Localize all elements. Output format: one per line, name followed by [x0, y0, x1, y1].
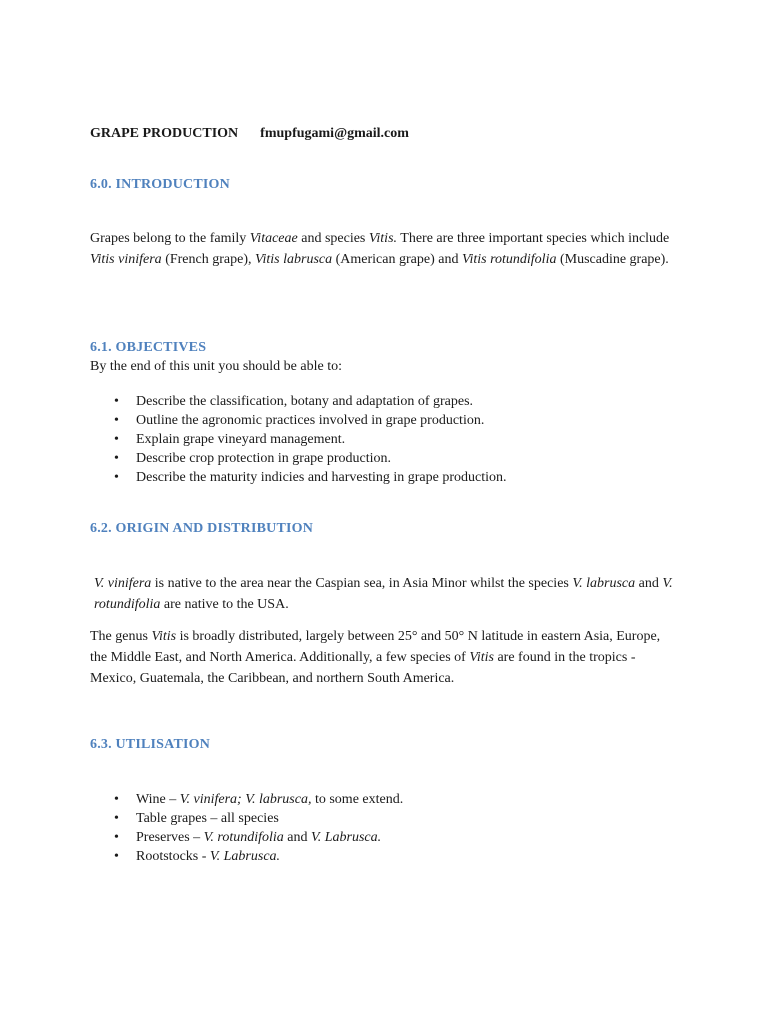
list-item: • Explain grape vineyard management.: [114, 432, 346, 447]
heading-objectives: 6.1. OBJECTIVES: [90, 340, 207, 355]
document-title: GRAPE PRODUCTION: [90, 126, 239, 141]
list-item: • Table grapes – all species: [114, 811, 279, 826]
list-item: • Outline the agronomic practices involved in grape production.: [114, 413, 485, 428]
document-header: [90, 123, 409, 144]
heading-introduction: 6.0. INTRODUCTION: [90, 177, 230, 192]
heading-origin: 6.2. ORIGIN AND DISTRIBUTION: [90, 521, 314, 536]
objectives-lead: By the end of this unit you should be able to:: [90, 359, 342, 374]
list-item: • Wine – V. vinifera; V. labrusca, to some extend.: [114, 792, 404, 807]
intro-paragraph: Grapes belong to the family Vitaceae and species Vitis. There are three important species which include Vitis vinifera (French grape), Vitis labrusca (American grape) and Vitis rotundifolia (Muscadine grape).: [90, 231, 670, 267]
utilisation-list: [90, 790, 680, 866]
origin-paragraph-2: The genus Vitis is broadly distributed, largely between 25° and 50° N latitude in eastern Asia, Europe, the Middle East, and North America. Additionally, a few species of Vitis are found in the tropics - Mexico, Guatemala, the Caribbean, and northern South America.: [90, 629, 661, 686]
author-email: fmupfugami@gmail.com: [260, 126, 409, 141]
origin-paragraph-1: V. vinifera is native to the area near the Caspian sea, in Asia Minor whilst the species V. labrusca and V. rotundifolia are native to the USA.: [94, 576, 673, 612]
list-item: • Rootstocks - V. Labrusca.: [114, 849, 281, 864]
list-item: • Describe the classification, botany and adaptation of grapes.: [114, 394, 474, 409]
list-item: • Describe crop protection in grape production.: [114, 451, 392, 466]
list-item: • Preserves – V. rotundifolia and V. Labrusca.: [114, 830, 382, 845]
heading-utilisation: 6.3. UTILISATION: [90, 737, 211, 752]
objectives-list: [90, 392, 680, 487]
list-item: • Describe the maturity indicies and harvesting in grape production.: [114, 470, 507, 485]
